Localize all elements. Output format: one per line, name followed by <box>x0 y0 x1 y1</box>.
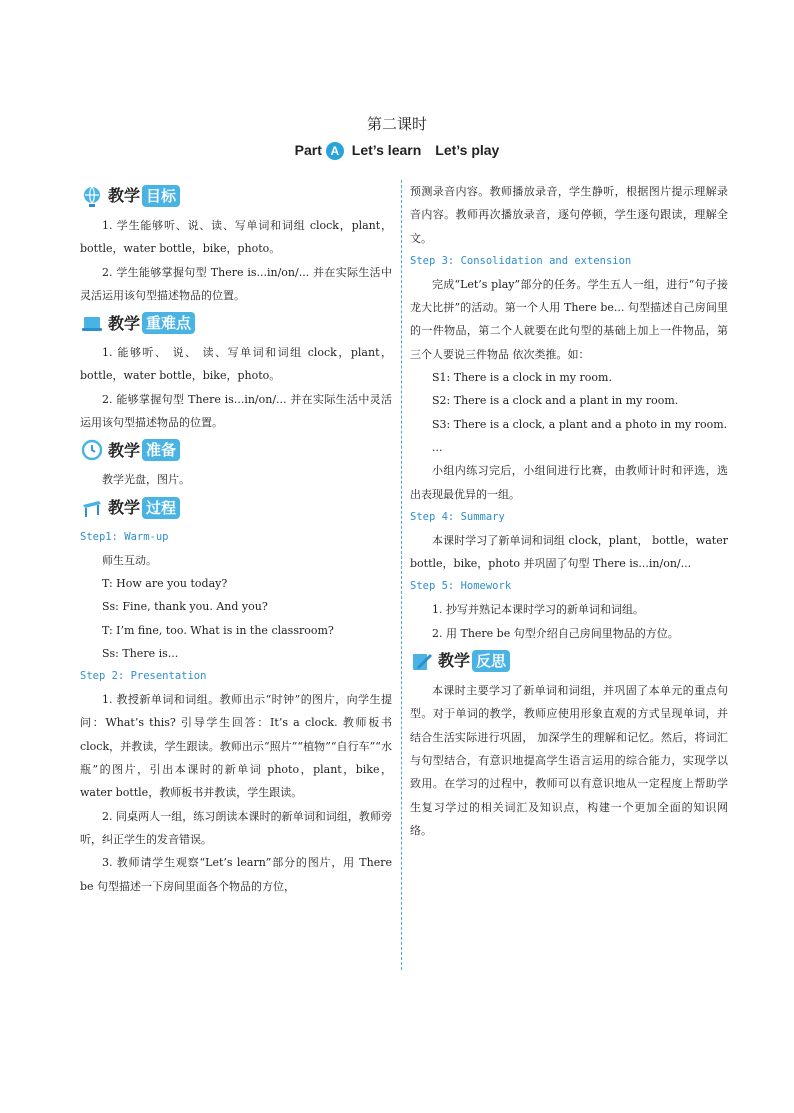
clock-icon <box>80 438 104 462</box>
notebook-pen-icon <box>410 649 434 673</box>
step3-label: Step 3: Consolidation and extension <box>410 254 632 267</box>
prep-heading-a: 教学 <box>108 440 141 460</box>
key-points-heading-b: 重难点 <box>142 312 195 334</box>
left-column <box>80 180 392 898</box>
objectives-heading-a: 教学 <box>108 186 141 206</box>
step4-label: Step 4: Summary <box>410 510 505 523</box>
step4-paragraph: 本课时学习了新单词和词组 clock，plant， bottle，water bottle，bike，photo 并巩固了句型 There is...in/on/... <box>410 533 728 571</box>
part-label: Part <box>294 142 322 158</box>
step1-line: Ss: Fine, thank you. And you? <box>102 600 268 614</box>
reflection-heading-b: 反思 <box>472 650 510 672</box>
objectives-heading-b: 目标 <box>142 185 180 207</box>
key-point-item: 1. 能够听、 说、 读、写单词和词组 clock，plant，bottle，water bottle，bike，photo。 <box>80 346 392 383</box>
page-title: 第二课时 <box>366 115 427 133</box>
objective-item: 2. 学生能够掌握句型 There is...in/on/... 并在实际生活中灵活运用该句型描述物品的位置。 <box>80 265 392 302</box>
prep-heading-b: 准备 <box>142 439 180 461</box>
step1-line: 师生互动。 <box>102 553 157 567</box>
key-points-heading <box>80 309 392 337</box>
continued-paragraph: 预测录音内容。教师播放录音，学生静听，根据图片提示理解录音内容。教师再次播放录音，逐句停顿，学生逐句跟读，理解全文。 <box>410 185 728 245</box>
part-badge: A <box>326 142 344 160</box>
step1-line: T: How are you today? <box>102 576 228 590</box>
objectives-heading <box>80 182 392 210</box>
example-line: ... <box>432 440 443 454</box>
step1-line: T: I’m fine, too. What is in the classroom? <box>102 623 334 637</box>
objective-item: 1. 学生能够听、说、读、写单词和词组 clock，plant，bottle，water bottle，bike，photo。 <box>80 219 392 256</box>
step2-label: Step 2: Presentation <box>80 670 207 683</box>
process-heading-a: 教学 <box>108 498 141 518</box>
laptop-icon <box>80 311 104 335</box>
step2-paragraph: 2. 同桌两人一组，练习朗读本课时的新单词和词组，教师旁听，纠正学生的发音错误。 <box>80 809 392 846</box>
step3-paragraph: 完成“Let’s play”部分的任务。学生五人一组，进行“句子接龙大比拼”的活动。第一个人用 There be... 句型描述自己房间里的一件物品，第二个人就要在此句型的基础上加上一件物品，第三个人要说三件物品 依次类推。如： <box>410 277 728 361</box>
homework-item: 2. 用 There be 句型介绍自己房间里物品的方位。 <box>432 626 679 640</box>
key-point-item: 2. 能够掌握句型 There is...in/on/... 并在实际生活中灵活运用该句型描述物品的位置。 <box>80 392 392 430</box>
lets-learn-label: Let’s learn <box>351 142 422 158</box>
step1-label: Step1: Warm-up <box>80 530 169 543</box>
example-line: S3: There is a clock, a plant and a photo in my room. <box>432 417 728 431</box>
right-column <box>410 180 728 842</box>
process-heading <box>80 494 392 522</box>
step1-line: Ss: There is... <box>102 646 179 660</box>
column-divider <box>401 180 402 970</box>
step5-label: Step 5: Homework <box>410 580 512 593</box>
example-line: S2: There is a clock and a plant in my room. <box>432 394 679 408</box>
step2-paragraph: 3. 教师请学生观察“Let’s learn”部分的图片，用 There be 句型描述一下房间里面各个物品的方位， <box>80 856 392 893</box>
globe-icon <box>80 184 104 208</box>
key-points-heading-a: 教学 <box>108 313 141 333</box>
prep-text: 教学光盘，图片。 <box>102 473 190 487</box>
step3-end: 小组内练习完后，小组间进行比赛，由教师计时和评选，选出表现最优异的一组。 <box>410 464 728 501</box>
reflection-heading <box>410 647 728 675</box>
lets-play-label: Let’s play <box>435 142 500 158</box>
desk-icon <box>80 496 104 520</box>
reflection-text: 本课时主要学习了新单词和词组，并巩固了本单元的重点句型。对于单词的教学，教师应使用形象直观的方式呈现单词，并结合生活实际进行巩固， 加深学生的理解和记忆。然后，将词汇与句型结合，有意识地提高学生语言运用的综合能力，实现学以致用。在学习的过程中，教师可以有意识地从一定程度上帮助学生复习学过的相关词汇及知识点，构建一个更加全面的知识网络。 <box>410 684 728 837</box>
reflection-heading-a: 教学 <box>438 651 471 671</box>
example-line: S1: There is a clock in my room. <box>432 371 612 385</box>
lesson-subtitle <box>0 142 794 160</box>
process-heading-b: 过程 <box>142 497 180 519</box>
step2-paragraph: 1. 教授新单词和词组。教师出示“时钟”的图片，向学生提问：What’s this? 引导学生回答：It’s a clock. 教师板书 clock，并教读，学生跟读。教师出示“照片”“植物”“自行车”“水瓶”的图片，引出本课时的新单词 photo，plant，bike，water bottle，教师板书并教读，学生跟读。 <box>80 693 392 800</box>
homework-item: 1. 抄写并熟记本课时学习的新单词和词组。 <box>432 603 644 617</box>
prep-heading <box>80 436 392 464</box>
